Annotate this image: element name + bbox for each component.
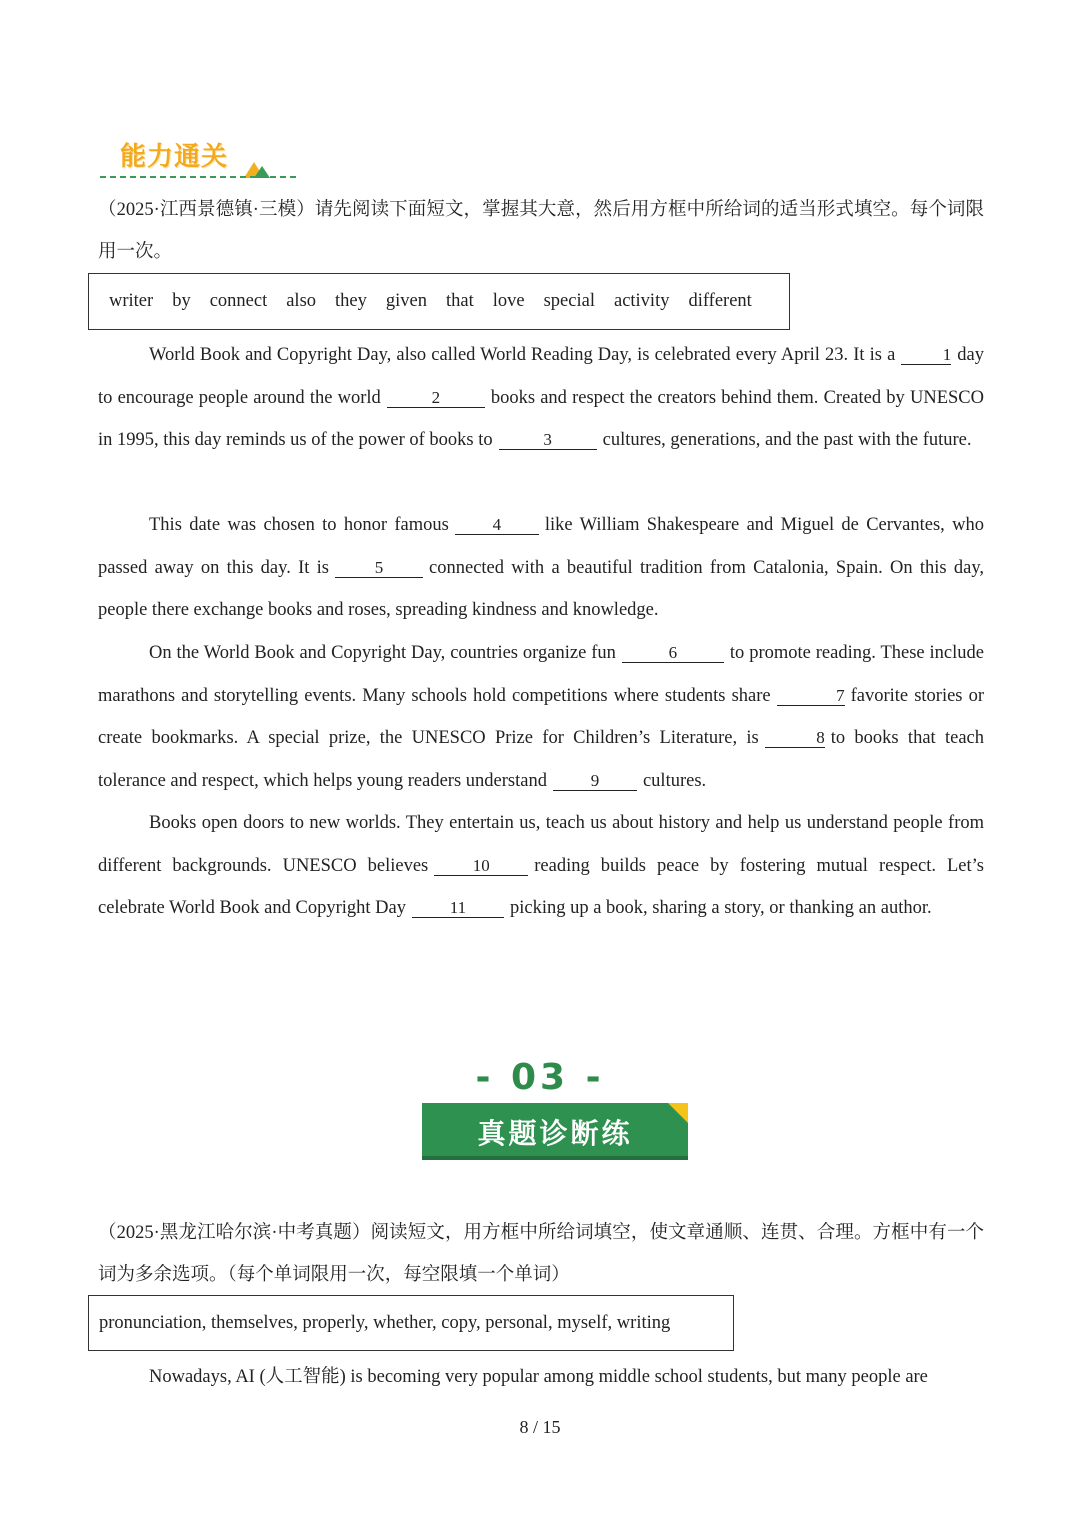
ability-section-header (100, 132, 300, 184)
page-number: 8 / 15 (519, 1417, 561, 1437)
word-option: also (286, 291, 317, 311)
q2-paragraph-1: Nowadays, AI (人工智能) is becoming very popular among middle school students, but many people are (149, 1367, 928, 1387)
section-banner-title: 真题诊断练 (477, 1116, 633, 1150)
q1-paragraph-3: On the World Book and Copyright Day, countries organize fun 6 to promote reading. These include marathons and storytelling events. Many schools hold competitions where students share 7 favorite stories or create bookmarks. A special prize, the UNESCO Prize for Children’s Literature, is 8 to books that teach tolerance and respect, which helps young readers understand 9 cultures. (98, 643, 984, 791)
blank-2[interactable]: 2 (387, 389, 485, 408)
word-option: they (335, 291, 367, 311)
blank-4[interactable]: 4 (455, 516, 539, 535)
q1-word-box (88, 273, 790, 330)
blank-8[interactable]: 8 (765, 729, 825, 748)
word-option: writer (109, 291, 154, 311)
word-option: activity (613, 291, 670, 311)
q1-paragraph-4: Books open doors to new worlds. They entertain us, teach us about history and help us understand people from different backgrounds. UNESCO believes 10 reading builds peace by fostering mutual respect. Let’s celebrate World Book and Copyright Day 11 picking up a book, sharing a story, or thanking an author. (98, 813, 984, 918)
word-option: special (543, 291, 595, 311)
q1-paragraph-2: This date was chosen to honor famous 4 like William Shakespeare and Miguel de Cervantes, who passed away on this day. It is 5 connected with a beautiful tradition from Catalonia, Spain. On this day, people there exchange books and roses, spreading kindness and knowledge. (98, 515, 984, 620)
section-title: 能力通关 (120, 142, 229, 172)
blank-1[interactable]: 1 (901, 346, 951, 365)
word-option: different (688, 291, 752, 311)
mountain-icon (242, 156, 272, 178)
section-banner (422, 1103, 688, 1160)
blank-11[interactable]: 11 (412, 899, 504, 918)
word-option: connect (209, 291, 268, 311)
blank-3[interactable]: 3 (499, 431, 597, 450)
blank-9[interactable]: 9 (553, 772, 637, 791)
q2-word-box (88, 1295, 734, 1351)
corner-triangle-icon (668, 1103, 688, 1123)
word-option: given (385, 291, 427, 311)
word-option: by (172, 291, 191, 311)
blank-10[interactable]: 10 (434, 857, 528, 876)
word-option: love (492, 291, 525, 311)
word-options: pronunciation, themselves, properly, whether, copy, personal, myself, writing (99, 1312, 671, 1333)
q1-paragraph-1: World Book and Copyright Day, also called World Reading Day, is celebrated every April 23. It is a 1 day to encourage people around the world 2 books and respect the creators behind them. Created by UNESCO in 1995, this day reminds us of the power of books to 3 cultures, generations, and the past with the future. (98, 345, 984, 450)
header-divider (100, 176, 296, 178)
word-option: that (446, 291, 474, 311)
section-number: - 03 - (475, 1057, 605, 1098)
blank-6[interactable]: 6 (622, 644, 724, 663)
blank-7[interactable]: 7 (777, 687, 845, 706)
q2-instruction: （2025·黑龙江哈尔滨·中考真题）阅读短文，用方框中所给词填空，使文章通顺、连贯、合理。方框中有一个词为多余选项。（每个单词限用一次，每空限填一个单词） (98, 1223, 984, 1285)
q1-instruction: （2025·江西景德镇·三模）请先阅读下面短文，掌握其大意，然后用方框中所给词的适当形式填空。每个词限用一次。 (98, 200, 984, 262)
blank-5[interactable]: 5 (335, 559, 423, 578)
